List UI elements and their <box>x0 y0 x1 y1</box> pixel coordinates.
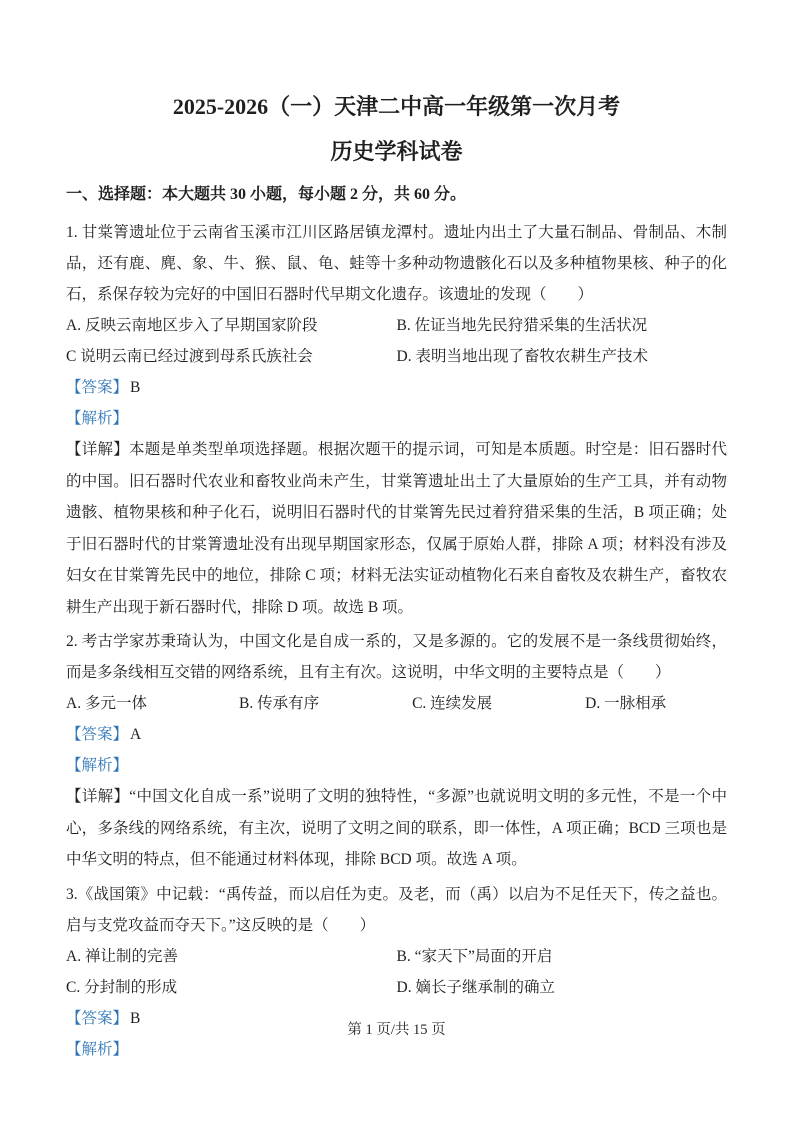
detail-label: 【详解】 <box>66 441 129 458</box>
question-2-analysis-line <box>66 750 727 781</box>
question-1-stem: 1. 甘棠箐遗址位于云南省玉溪市江川区路居镇龙潭村。遗址内出土了大量石制品、骨制品、木制品，还有鹿、麂、象、牛、猴、鼠、龟、蛙等十多种动物遗骸化石以及多种植物果核、种子的化石，系保存较为完好的中国旧石器时代早期文化遗存。该遗址的发现（ ） <box>66 224 727 303</box>
question-3-answer-value: B <box>130 1009 141 1027</box>
question-1-answer-value: B <box>130 379 141 396</box>
analysis-label: 【解析】 <box>66 410 129 427</box>
question-3-option-b: B. “家天下”局面的开启 <box>396 947 553 965</box>
question-1-option-a: A. 反映云南地区步入了早期国家阶段 <box>66 317 318 334</box>
question-2-stem: 2. 考古学家苏秉琦认为，中国文化是自成一系的，又是多源的。它的发展不是一条线贯彻始终，而是多条线相互交错的网络系统，且有主有次。这说明，中华文明的主要特点是（ ） <box>66 633 727 681</box>
question-2-option-d: D. 一脉相承 <box>585 695 667 712</box>
answer-label: 【答案】 <box>66 379 129 396</box>
question-1-detail <box>66 434 727 623</box>
doc-subtitle: 历史学科试卷 <box>330 139 463 164</box>
question-2-options <box>66 688 727 719</box>
question-1-analysis-line <box>66 403 727 434</box>
question-1-option-b: B. 佐证当地先民狩猎采集的生活状况 <box>396 317 648 334</box>
analysis-label: 【解析】 <box>66 1040 129 1058</box>
question-3-option-d: D. 嫡长子继承制的确立 <box>396 978 555 996</box>
doc-title: 2025-2026（一）天津二中高一年级第一次月考 <box>172 94 621 119</box>
page-footer: 第 1 页/共 15 页 <box>347 1022 446 1038</box>
question-1-options <box>66 310 727 372</box>
question-3-option-a: A. 禅让制的完善 <box>66 947 178 965</box>
question-1-option-c: C 说明云南已经过渡到母系氏族社会 <box>66 348 313 365</box>
answer-label: 【答案】 <box>66 1009 129 1027</box>
question-2-option-a: A. 多元一体 <box>66 695 147 712</box>
question-1 <box>66 217 727 623</box>
question-3-options <box>66 941 727 1003</box>
analysis-label: 【解析】 <box>66 757 129 774</box>
answer-label: 【答案】 <box>66 726 129 743</box>
question-2-detail <box>66 781 727 876</box>
question-2-answer-line <box>66 719 727 750</box>
question-2-option-b: B. 传承有序 <box>239 695 320 712</box>
question-2-option-c: C. 连续发展 <box>412 695 493 712</box>
section-heading: 一、选择题：本大题共 30 小题，每小题 2 分，共 60 分。 <box>66 186 467 203</box>
question-1-answer-line <box>66 372 727 403</box>
detail-label: 【详解】 <box>66 788 130 805</box>
question-2-answer-value: A <box>130 726 142 743</box>
question-2 <box>66 626 727 876</box>
question-1-detail-text: 本题是单类型单项选择题。根据次题干的提示词，可知是本质题。时空是：旧石器时代的中国。旧石器时代农业和畜牧业尚未产生，甘棠箐遗址出土了大量原始的生产工具，并有动物遗骸、植物果核和种子化石，说明旧石器时代的甘棠箐先民过着狩猎采集的生活，B 项正确；处于旧石器时代的甘棠箐遗址没有出现早期国家形态，仅属于原始人群，排除 A 项；材料没有涉及妇女在甘棠箐先民中的地位，排除 C 项；材料无法实证动植物化石来自畜牧及农耕生产，畜牧农耕生产出现于新石器时代，排除 D 项。故选 B 项。 <box>66 441 727 616</box>
question-1-option-d: D. 表明当地出现了畜牧农耕生产技术 <box>396 348 648 365</box>
question-2-detail-text: “中国文化自成一系”说明了文明的独特性，“多源”也就说明文明的多元性，不是一个中心，多条线的网络系统，有主次，说明了文明之间的联系，即一体性，A 项正确；BCD 三项也是中华文明的特点，但不能通过材料体现，排除 BCD 项。故选 A 项。 <box>66 788 727 868</box>
question-3-option-c: C. 分封制的形成 <box>66 978 178 996</box>
question-3-stem: 3.《战国策》中记载：“禹传益，而以启任为吏。及老，而（禹）以启为不足任天下，传之益也。启与支党攻益而夺天下。”这反映的是（ ） <box>66 885 727 934</box>
